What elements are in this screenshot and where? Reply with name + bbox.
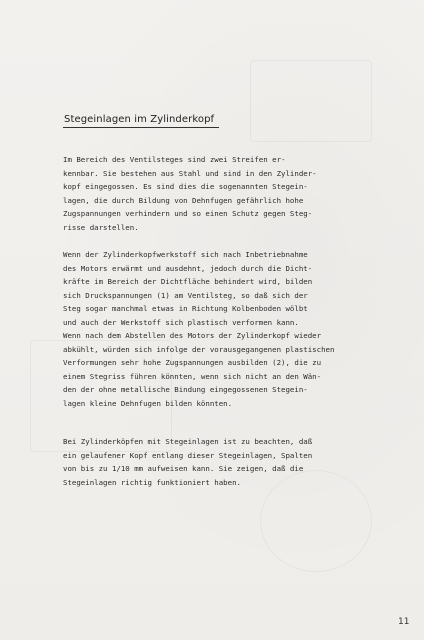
- paragraph-2: Wenn der Zylinderkopfwerkstoff sich nach Inbetriebnahme des Motors erwärmt und ausdehnt, jedoch durch die Dicht- kräfte im Bereich der Dichtfläche behindert wird, bilden sich Druckspannungen (1) am Ventilsteg, so daß sich der Steg sogar manchmal etwas in Richtung Kolbenboden wölbt und auch der Werkstoff sich plastisch verformen kann. Wenn nach dem Abstellen des Motors der Zylinderkopf wieder abkühlt, würden sich infolge der vorausgegangenen plastischen Verformungen sehr hohe Zugspannungen ausbilden (2), die zu einem Stegriss führen könnten, wenn sich nicht an den Wän- den der ohne metallische Bindung eingegossenen Stegein- lagen kleine Dehnfugen bilden könnten.: [63, 250, 335, 409]
- bleed-through-shape: [250, 60, 372, 142]
- title-underline: [63, 127, 219, 128]
- page-number: 11: [398, 617, 410, 627]
- paragraph-3: Bei Zylinderköpfen mit Stegeinlagen ist zu beachten, daß ein gelaufener Kopf entlang dieser Stegeinlagen, Spalten von bis zu 1/10 mm aufweisen kann. Sie zeigen, daß die Stegeinlagen richtig funktioniert haben.: [63, 437, 313, 487]
- paragraph-1: Im Bereich des Ventilsteges sind zwei Streifen er- kennbar. Sie bestehen aus Stahl und sind in den Zylinder- kopf eingegossen. Es sind dies die sogenannten Stegein- lagen, die durch Bildung von Dehnfugen gefährlich hohe Zugspannungen verhindern und so einen Schutz gegen Steg- risse darstellen.: [63, 155, 317, 232]
- page-title: Stegeinlagen im Zylinderkopf: [64, 114, 215, 125]
